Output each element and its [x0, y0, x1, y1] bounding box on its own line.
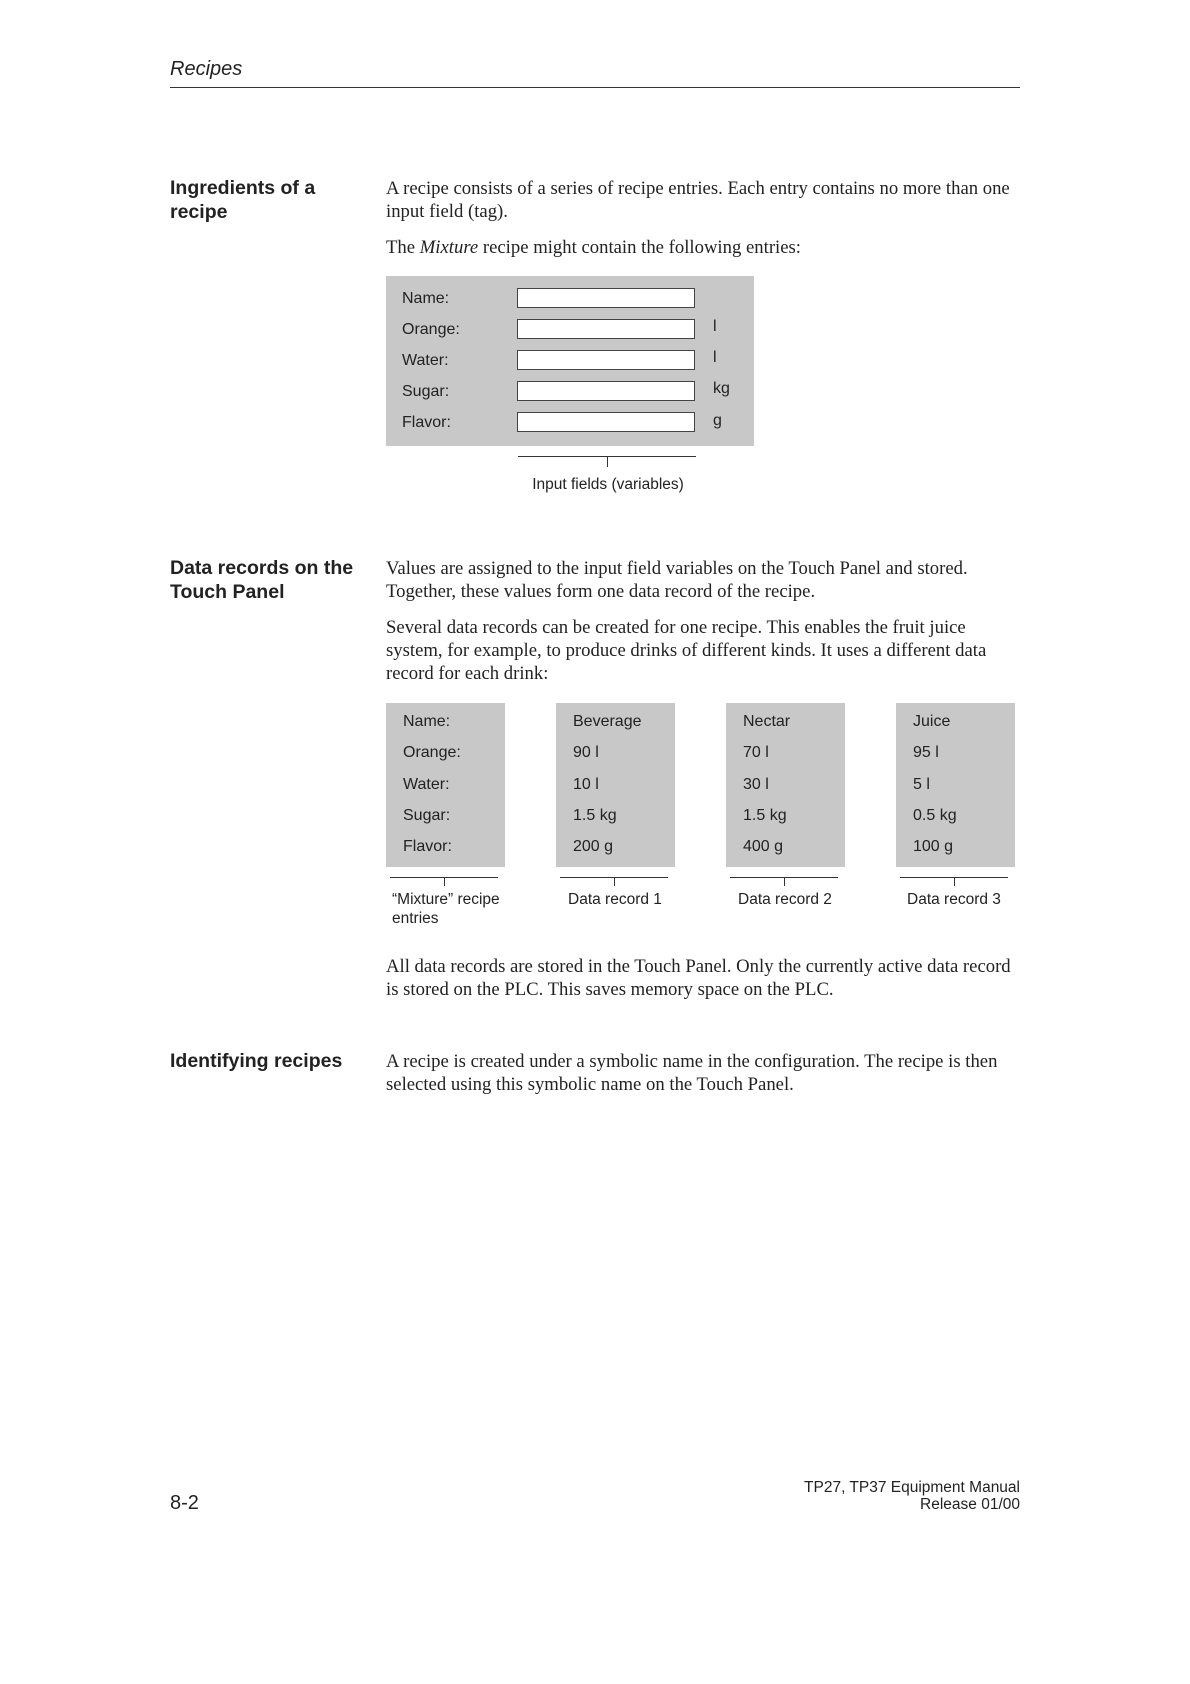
column-cell: Name:: [403, 713, 451, 730]
recipe-name-italic: Mixture: [419, 237, 479, 258]
data-records-paragraph-2: Several data records can be created for one recipe. This enables the fruit juice system, for example, to produce drinks of different kinds. It uses a different data record for each drink:: [386, 617, 987, 684]
unit-flavor: g: [713, 412, 722, 429]
column-cell: 10 l: [573, 776, 599, 793]
column-cell: 5 l: [913, 776, 930, 793]
unit-orange: l: [713, 318, 717, 335]
column-cell: 1.5 kg: [743, 807, 787, 824]
para-text: The: [386, 237, 420, 258]
mixture-entries-column: [386, 703, 505, 867]
heading-ingredients: Ingredients of a recipe: [170, 177, 316, 223]
column-cell: 1.5 kg: [573, 807, 617, 824]
mixture-bracket-tick: [444, 877, 445, 886]
input-field-orange: [517, 319, 695, 339]
caption-line: “Mixture” recipe: [392, 891, 500, 908]
column-cell: Orange:: [403, 744, 461, 761]
column-cell: Flavor:: [403, 838, 452, 855]
header-rule: [170, 87, 1020, 88]
column-cell: Water:: [403, 776, 450, 793]
input-field-water: [517, 350, 695, 370]
data-record-3-bracket-tick: [954, 877, 955, 886]
entry-label-name: Name:: [402, 290, 450, 307]
column-cell: 95 l: [913, 744, 939, 761]
footer-manual-title: TP27, TP37 Equipment Manual: [804, 1479, 1020, 1496]
heading-identifying-recipes: Identifying recipes: [170, 1050, 343, 1072]
input-fields-caption: Input fields (variables): [532, 476, 684, 493]
data-record-3-column: [896, 703, 1015, 867]
column-cell: 200 g: [573, 838, 614, 855]
input-field-flavor: [517, 412, 695, 432]
footer-release: Release 01/00: [920, 1496, 1020, 1513]
column-cell: Nectar: [743, 713, 791, 730]
data-record-1-column: [556, 703, 675, 867]
column-cell: 0.5 kg: [913, 807, 957, 824]
identifying-paragraph-1: A recipe is created under a symbolic name in the configuration. The recipe is then selected using this symbolic name on the Touch Panel.: [386, 1051, 998, 1095]
running-header-title: Recipes: [170, 58, 243, 80]
data-record-2-column: [726, 703, 845, 867]
column-cell: Beverage: [573, 713, 642, 730]
para-text: recipe might contain the following entries:: [478, 237, 801, 258]
data-record-2-caption: Data record 2: [738, 891, 832, 908]
column-cell: 90 l: [573, 744, 599, 761]
input-field-name: [517, 288, 695, 308]
unit-water: l: [713, 349, 717, 366]
column-cell: Sugar:: [403, 807, 451, 824]
data-record-1-bracket-tick: [614, 877, 615, 886]
input-field-sugar: [517, 381, 695, 401]
caption-line: entries: [392, 910, 439, 927]
data-records-paragraph-1: Values are assigned to the input field variables on the Touch Panel and stored. Together, these values form one data record of the recipe.: [386, 558, 968, 602]
column-cell: 70 l: [743, 744, 769, 761]
recipe-entries-figure: [386, 276, 754, 446]
column-cell: 400 g: [743, 838, 784, 855]
page-number: 8-2: [170, 1492, 199, 1514]
entry-label-flavor: Flavor:: [402, 414, 451, 431]
ingredients-paragraph-1: A recipe consists of a series of recipe entries. Each entry contains no more than one input field (tag).: [386, 178, 1010, 222]
column-cell: 100 g: [913, 838, 954, 855]
data-record-3-caption: Data record 3: [907, 891, 1001, 908]
entry-label-water: Water:: [402, 352, 449, 369]
entry-label-sugar: Sugar:: [402, 383, 450, 400]
data-record-1-caption: Data record 1: [568, 891, 662, 908]
ingredients-paragraph-2: [386, 236, 1026, 259]
mixture-entries-caption: [392, 890, 500, 928]
data-records-paragraph-3: All data records are stored in the Touch Panel. Only the currently active data record is stored on the PLC. This saves memory space on the PLC.: [386, 956, 1011, 1000]
data-record-2-bracket-tick: [784, 877, 785, 886]
column-cell: Juice: [913, 713, 951, 730]
unit-sugar: kg: [713, 380, 730, 397]
heading-data-records: Data records on the Touch Panel: [170, 557, 354, 603]
column-cell: 30 l: [743, 776, 769, 793]
footer-manual-info: [804, 1479, 1020, 1513]
entry-label-orange: Orange:: [402, 321, 460, 338]
input-fields-bracket-tick: [607, 456, 608, 467]
